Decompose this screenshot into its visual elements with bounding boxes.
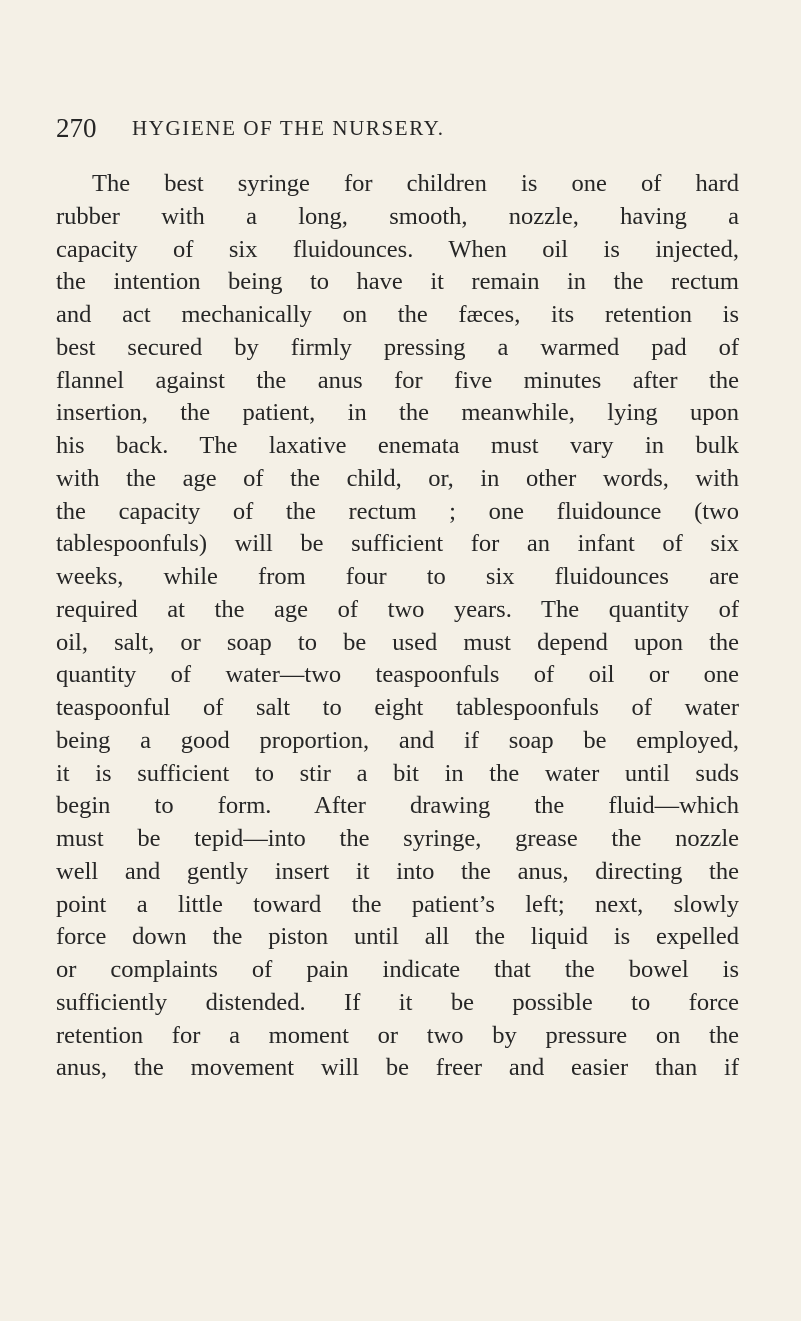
text-line: or complaints of pain indicate that the bowel is (56, 956, 739, 983)
text-line: being a good proportion, and if soap be employed, (56, 726, 739, 754)
text-line: anus, the movement will be freer and easier than if (56, 1054, 739, 1082)
text-line: teaspoonful of salt to eight tablespoonfuls of water (56, 694, 739, 721)
text-line: the intention being to have it remain in the rectum (56, 268, 739, 296)
text-line: retention for a moment or two by pressure on the (56, 1021, 739, 1049)
text-line: weeks, while from four to six fluidounces are (56, 563, 739, 590)
text-line: begin to form. After drawing the fluid—which (56, 792, 739, 820)
running-head (56, 112, 746, 144)
text-line: capacity of six fluidounces. When oil is injected, (56, 235, 739, 263)
text-line: his back. The laxative enemata must vary in bulk (56, 432, 739, 459)
text-line: rubber with a long, smooth, nozzle, having a (56, 202, 739, 230)
text-line: force down the piston until all the liquid is expelled (56, 923, 739, 951)
text-line: well and gently insert it into the anus, directing the (56, 857, 739, 885)
text-line: must be tepid—into the syringe, grease the nozzle (56, 825, 739, 852)
text-line: best secured by firmly pressing a warmed pad of (56, 333, 739, 361)
body-text (56, 168, 739, 1085)
text-line: it is sufficient to stir a bit in the water until suds (56, 759, 739, 787)
text-line: the capacity of the rectum ; one fluidounce (two (56, 497, 739, 525)
text-line: required at the age of two years. The quantity of (56, 595, 739, 623)
page-number: 270 (56, 113, 97, 143)
text-line: insertion, the patient, in the meanwhile, lying upon (56, 399, 739, 427)
text-line: and act mechanically on the fæces, its retention is (56, 301, 739, 328)
text-line: sufficiently distended. If it be possible to force (56, 988, 739, 1016)
text-line: The best syringe for children is one of hard (92, 170, 739, 197)
running-title: HYGIENE OF THE NURSERY. (132, 116, 445, 140)
text-line: flannel against the anus for five minutes after the (56, 366, 739, 394)
text-line: quantity of water—two teaspoonfuls of oil or one (56, 661, 739, 689)
text-line: point a little toward the patient’s left; next, slowly (56, 890, 739, 918)
text-line: tablespoonfuls) will be sufficient for an infant of six (56, 530, 739, 558)
text-line: with the age of the child, or, in other words, with (56, 464, 739, 492)
text-line: oil, salt, or soap to be used must depend upon the (56, 628, 739, 656)
